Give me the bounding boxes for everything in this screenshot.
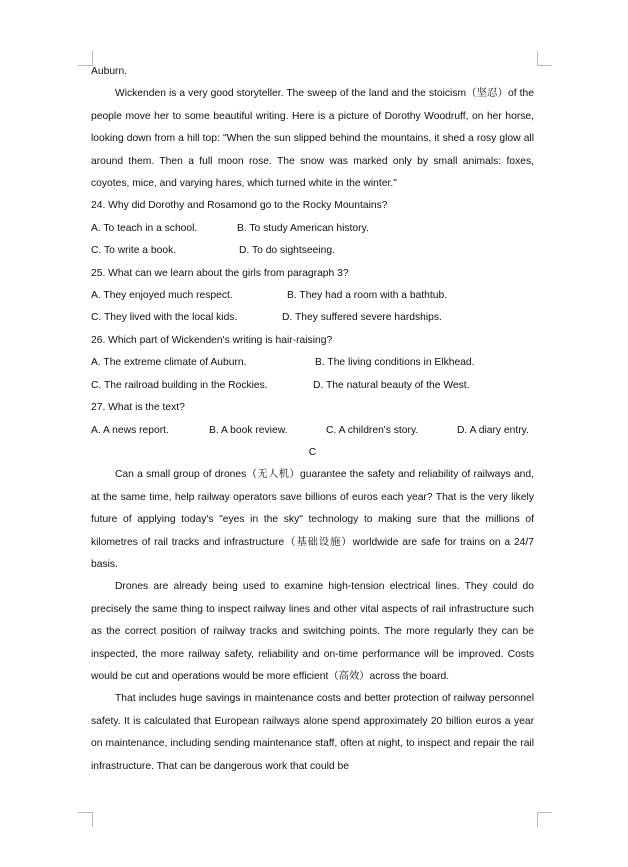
option-27d: D. A diary entry. bbox=[457, 424, 529, 436]
document-page bbox=[91, 61, 534, 778]
options-row bbox=[91, 375, 534, 397]
paragraph-fragment: Auburn. bbox=[91, 66, 128, 77]
question-24: 24. Why did Dorothy and Rosamond go to the Rocky Mountains? bbox=[91, 200, 388, 212]
option-26c: C. The railroad building in the Rockies. bbox=[91, 379, 268, 391]
paragraph-wickenden: Wickenden is a very good storyteller. The sweep of the land and the stoicism（坚忍）of the people move her to some beautiful writing. Here is a picture of Dorothy Woodruff, on her horse, looking down from a hill top: "When the sun slipped behind the mountains, it shed a rosy glow all around them. Then a full moon rose. The snow was marked only by small animals: foxes, coyotes, mice, and varying hares, which turned white in the winter." bbox=[91, 88, 534, 190]
option-24d: D. To do sightseeing. bbox=[239, 245, 335, 257]
section-heading: C bbox=[308, 446, 317, 458]
option-27b: B. A book review. bbox=[209, 424, 288, 436]
option-24a: A. To teach in a school. bbox=[91, 222, 198, 234]
option-27c: C. A children's story. bbox=[326, 424, 419, 436]
options-row bbox=[91, 285, 534, 307]
crop-mark-bottom-left bbox=[78, 812, 93, 827]
passage-c-paragraph-2: Drones are already being used to examine high-tension electrical lines. They could do precisely the same thing to inspect railway lines and other vital aspects of rail infrastructure such as the correct position of railway tracks and switching points. The more regularly they can be inspected, the more railway safety, reliability and on-time performance will be improved. Costs would be cut and operations would be more efficient（高效）across the board. bbox=[91, 581, 534, 682]
options-row bbox=[91, 240, 534, 262]
question-25: 25. What can we learn about the girls from paragraph 3? bbox=[91, 267, 349, 279]
options-row bbox=[91, 218, 534, 240]
option-25b: B. They had a room with a bathtub. bbox=[287, 290, 448, 302]
question-26: 26. Which part of Wickenden's writing is hair-raising? bbox=[91, 334, 333, 346]
question-27: 27. What is the text? bbox=[91, 402, 185, 414]
options-row bbox=[91, 420, 534, 442]
option-25c: C. They lived with the local kids. bbox=[91, 312, 238, 324]
options-row bbox=[91, 352, 534, 374]
option-27a: A. A news report. bbox=[91, 424, 169, 436]
passage-c-paragraph-1: Can a small group of drones（无人机）guarantee the safety and reliability of railways and, at the same time, help railway operators save billions of euros each year? That is the very likely future of applying today's "eyes in the sky" technology to making sure that the millions of kilometres of rail tracks and infrastructure（基础设施）worldwide are safe for trains on a 24/7 basis. bbox=[91, 469, 534, 570]
option-26d: D. The natural beauty of the West. bbox=[313, 379, 470, 391]
option-24c: C. To write a book. bbox=[91, 245, 177, 257]
options-row bbox=[91, 307, 534, 329]
option-25d: D. They suffered severe hardships. bbox=[282, 312, 442, 324]
option-26a: A. The extreme climate of Auburn. bbox=[91, 357, 247, 369]
crop-mark-top-right bbox=[537, 51, 552, 66]
crop-mark-bottom-right bbox=[537, 812, 552, 827]
option-24b: B. To study American history. bbox=[237, 222, 369, 234]
passage-c-paragraph-3: That includes huge savings in maintenance costs and better protection of railway personnel safety. It is calculated that European railways alone spend approximately 20 billion euros a year on maintenance, including sending maintenance staff, often at night, to inspect and repair the rail infrastructure. That can be dangerous work that could be bbox=[91, 693, 534, 772]
option-25a: A. They enjoyed much respect. bbox=[91, 290, 233, 302]
option-26b: B. The living conditions in Elkhead. bbox=[315, 357, 475, 369]
